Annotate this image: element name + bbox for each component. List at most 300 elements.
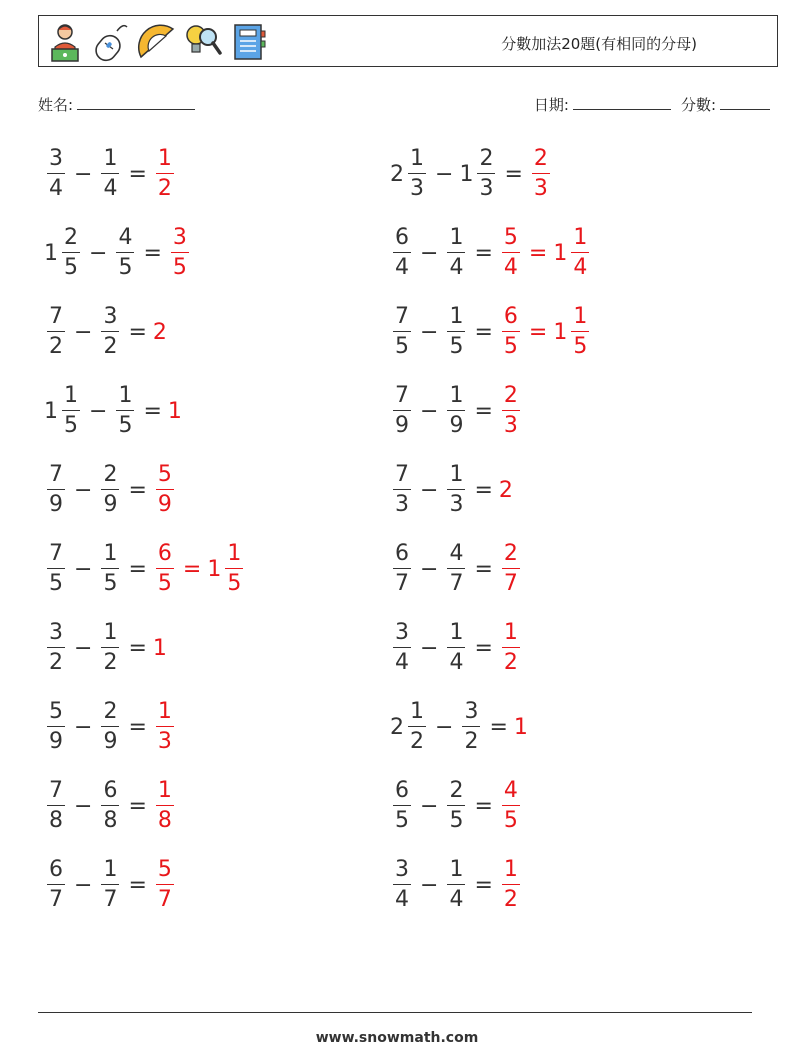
numerator: 2 bbox=[103, 462, 118, 487]
mixed-number bbox=[98, 306, 122, 358]
numerator: 7 bbox=[395, 383, 409, 408]
denominator: 7 bbox=[103, 887, 118, 912]
whole-part: 2 bbox=[390, 161, 404, 187]
answer bbox=[529, 148, 553, 200]
mixed-number bbox=[390, 780, 414, 832]
mixed-number bbox=[444, 859, 468, 911]
numerator: 2 bbox=[479, 146, 494, 171]
answer bbox=[553, 306, 592, 358]
mixed-number bbox=[444, 385, 468, 437]
mixed-number bbox=[390, 701, 429, 753]
whole-part: 1 bbox=[152, 635, 167, 661]
mixed-number bbox=[98, 464, 122, 516]
answer bbox=[153, 636, 168, 661]
whole-part: 1 bbox=[553, 240, 568, 266]
denominator: 5 bbox=[395, 808, 409, 833]
denominator: 3 bbox=[479, 176, 494, 201]
answer bbox=[499, 859, 523, 911]
denominator: 4 bbox=[49, 176, 63, 201]
numerator: 6 bbox=[49, 857, 63, 882]
mixed-number bbox=[390, 306, 414, 358]
fraction bbox=[101, 543, 119, 595]
fraction bbox=[101, 859, 119, 911]
fraction bbox=[47, 859, 65, 911]
denominator: 4 bbox=[503, 255, 518, 280]
numerator: 1 bbox=[157, 778, 172, 803]
subtraction-problem bbox=[390, 144, 553, 204]
subtraction-problem bbox=[44, 539, 246, 599]
equals-sign: = bbox=[528, 319, 548, 345]
fraction bbox=[462, 701, 480, 753]
numerator: 7 bbox=[49, 778, 63, 803]
numerator: 2 bbox=[449, 778, 464, 803]
equals-sign: = bbox=[474, 319, 493, 345]
equals-sign: = bbox=[143, 240, 162, 266]
answer bbox=[499, 478, 514, 503]
fraction bbox=[62, 385, 80, 437]
numerator: 4 bbox=[449, 541, 464, 566]
fraction bbox=[101, 780, 119, 832]
fraction bbox=[447, 385, 465, 437]
minus-sign: − bbox=[435, 714, 454, 740]
equals-sign: = bbox=[474, 477, 493, 503]
denominator: 5 bbox=[64, 413, 78, 438]
fraction bbox=[393, 385, 411, 437]
fraction bbox=[62, 227, 80, 279]
fraction bbox=[502, 306, 520, 358]
mixed-number bbox=[459, 701, 483, 753]
equals-sign: = bbox=[128, 477, 147, 503]
denominator: 9 bbox=[103, 492, 118, 517]
mixed-number bbox=[390, 148, 429, 200]
numerator: 1 bbox=[64, 383, 78, 408]
numerator: 1 bbox=[227, 541, 242, 566]
denominator: 5 bbox=[503, 808, 518, 833]
numerator: 6 bbox=[395, 778, 409, 803]
fraction bbox=[477, 148, 495, 200]
numerator: 1 bbox=[410, 146, 424, 171]
minus-sign: − bbox=[74, 161, 93, 187]
numerator: 6 bbox=[103, 778, 118, 803]
equals-sign: = bbox=[528, 240, 548, 266]
mixed-number bbox=[444, 306, 468, 358]
subtraction-problem bbox=[44, 855, 177, 915]
mixed-number bbox=[113, 227, 137, 279]
fraction bbox=[447, 859, 465, 911]
mixed-number bbox=[44, 385, 83, 437]
mixed-number bbox=[444, 622, 468, 674]
fraction bbox=[47, 780, 65, 832]
denominator: 2 bbox=[410, 729, 424, 754]
answer bbox=[553, 227, 592, 279]
numerator: 3 bbox=[49, 146, 63, 171]
fraction bbox=[408, 148, 426, 200]
equals-sign: = bbox=[474, 398, 493, 424]
equals-sign: = bbox=[474, 240, 493, 266]
denominator: 4 bbox=[449, 887, 464, 912]
answer bbox=[499, 306, 523, 358]
numerator: 5 bbox=[157, 462, 172, 487]
equals-sign: = bbox=[474, 872, 493, 898]
fraction bbox=[156, 148, 174, 200]
denominator: 5 bbox=[449, 808, 464, 833]
subtraction-problem bbox=[390, 618, 523, 678]
mixed-number bbox=[390, 543, 414, 595]
fraction bbox=[101, 148, 119, 200]
numerator: 7 bbox=[49, 541, 63, 566]
fraction bbox=[571, 227, 589, 279]
equals-sign: = bbox=[128, 161, 147, 187]
equals-sign: = bbox=[489, 714, 508, 740]
equals-sign: = bbox=[128, 635, 147, 661]
answer bbox=[499, 622, 523, 674]
denominator: 4 bbox=[449, 255, 464, 280]
numerator: 6 bbox=[395, 541, 409, 566]
whole-part: 2 bbox=[152, 319, 167, 345]
fraction bbox=[447, 543, 465, 595]
denominator: 9 bbox=[49, 729, 63, 754]
answer bbox=[153, 701, 177, 753]
numerator: 1 bbox=[503, 620, 518, 645]
minus-sign: − bbox=[74, 635, 93, 661]
numerator: 1 bbox=[103, 146, 118, 171]
numerator: 6 bbox=[157, 541, 172, 566]
denominator: 9 bbox=[103, 729, 118, 754]
numerator: 6 bbox=[503, 304, 518, 329]
mixed-number bbox=[444, 464, 468, 516]
denominator: 4 bbox=[395, 255, 409, 280]
fraction bbox=[393, 622, 411, 674]
numerator: 3 bbox=[49, 620, 63, 645]
mixed-number bbox=[98, 780, 122, 832]
equals-sign: = bbox=[128, 319, 147, 345]
denominator: 7 bbox=[395, 571, 409, 596]
numerator: 1 bbox=[103, 857, 118, 882]
denominator: 4 bbox=[449, 650, 464, 675]
numerator: 1 bbox=[449, 462, 464, 487]
fraction bbox=[393, 859, 411, 911]
minus-sign: − bbox=[420, 872, 439, 898]
mixed-number bbox=[98, 148, 122, 200]
equals-sign: = bbox=[128, 793, 147, 819]
denominator: 3 bbox=[449, 492, 464, 517]
whole-part: 1 bbox=[459, 161, 474, 187]
fraction bbox=[502, 622, 520, 674]
numerator: 1 bbox=[503, 857, 518, 882]
answer bbox=[514, 715, 529, 740]
footer-url: www.snowmath.com bbox=[315, 1030, 479, 1046]
denominator: 5 bbox=[503, 334, 518, 359]
subtraction-problem bbox=[44, 302, 168, 362]
fraction bbox=[101, 306, 119, 358]
fraction bbox=[393, 780, 411, 832]
whole-part: 1 bbox=[167, 398, 182, 424]
denominator: 4 bbox=[395, 887, 409, 912]
answer bbox=[153, 148, 177, 200]
fraction bbox=[47, 306, 65, 358]
subtraction-problem bbox=[44, 776, 177, 836]
numerator: 3 bbox=[395, 857, 409, 882]
numerator: 5 bbox=[49, 699, 63, 724]
subtraction-problem bbox=[390, 381, 523, 441]
denominator: 7 bbox=[449, 571, 464, 596]
denominator: 5 bbox=[49, 571, 63, 596]
mixed-number bbox=[98, 543, 122, 595]
fraction bbox=[447, 780, 465, 832]
numerator: 3 bbox=[172, 225, 187, 250]
mixed-number bbox=[44, 701, 68, 753]
fraction bbox=[156, 464, 174, 516]
date-label: 日期: bbox=[533, 96, 569, 114]
whole-part: 2 bbox=[498, 477, 513, 503]
fraction bbox=[47, 701, 65, 753]
equals-sign: = bbox=[128, 872, 147, 898]
numerator: 5 bbox=[503, 225, 518, 250]
denominator: 3 bbox=[503, 413, 518, 438]
denominator: 5 bbox=[573, 334, 588, 359]
answer bbox=[499, 227, 523, 279]
fraction bbox=[156, 780, 174, 832]
minus-sign: − bbox=[420, 556, 439, 582]
numerator: 5 bbox=[157, 857, 172, 882]
mixed-number bbox=[444, 780, 468, 832]
fraction bbox=[502, 385, 520, 437]
denominator: 2 bbox=[464, 729, 479, 754]
subtraction-problem bbox=[390, 302, 592, 362]
numerator: 3 bbox=[395, 620, 409, 645]
answer bbox=[499, 385, 523, 437]
subtraction-problem bbox=[390, 697, 529, 757]
fraction bbox=[171, 227, 189, 279]
denominator: 9 bbox=[157, 492, 172, 517]
name-label: 姓名: bbox=[38, 96, 74, 114]
mixed-number bbox=[98, 622, 122, 674]
numerator: 4 bbox=[503, 778, 518, 803]
fraction bbox=[101, 622, 119, 674]
answer bbox=[499, 543, 523, 595]
fraction bbox=[447, 464, 465, 516]
fraction bbox=[532, 148, 550, 200]
fraction bbox=[156, 543, 174, 595]
fraction bbox=[571, 306, 589, 358]
numerator: 1 bbox=[449, 304, 464, 329]
mixed-number bbox=[390, 859, 414, 911]
denominator: 2 bbox=[157, 176, 172, 201]
numerator: 1 bbox=[573, 225, 588, 250]
numerator: 2 bbox=[533, 146, 548, 171]
answer bbox=[168, 399, 183, 424]
numerator: 1 bbox=[449, 383, 464, 408]
equals-sign: = bbox=[128, 714, 147, 740]
mixed-number bbox=[98, 701, 122, 753]
denominator: 3 bbox=[157, 729, 172, 754]
equals-sign: = bbox=[504, 161, 523, 187]
subtraction-problem bbox=[390, 539, 523, 599]
equals-sign: = bbox=[474, 793, 493, 819]
fraction bbox=[393, 543, 411, 595]
score-label: 分數: bbox=[680, 96, 716, 114]
subtraction-problem bbox=[390, 776, 523, 836]
denominator: 5 bbox=[118, 255, 133, 280]
minus-sign: − bbox=[74, 714, 93, 740]
denominator: 2 bbox=[49, 650, 63, 675]
mixed-number bbox=[44, 464, 68, 516]
whole-part: 1 bbox=[553, 319, 568, 345]
fraction bbox=[156, 859, 174, 911]
fraction bbox=[116, 227, 134, 279]
minus-sign: − bbox=[74, 477, 93, 503]
mixed-number bbox=[44, 543, 68, 595]
answer bbox=[207, 543, 246, 595]
denominator: 5 bbox=[172, 255, 187, 280]
fraction bbox=[47, 148, 65, 200]
mixed-number bbox=[44, 859, 68, 911]
equals-sign: = bbox=[182, 556, 202, 582]
numerator: 7 bbox=[395, 462, 409, 487]
denominator: 4 bbox=[573, 255, 588, 280]
mixed-number bbox=[444, 543, 468, 595]
mixed-number bbox=[44, 780, 68, 832]
numerator: 2 bbox=[103, 699, 118, 724]
denominator: 7 bbox=[503, 571, 518, 596]
denominator: 2 bbox=[103, 334, 118, 359]
minus-sign: − bbox=[420, 240, 439, 266]
numerator: 7 bbox=[395, 304, 409, 329]
subtraction-problem bbox=[44, 697, 177, 757]
mixed-number bbox=[44, 227, 83, 279]
subtraction-problem bbox=[44, 618, 168, 678]
minus-sign: − bbox=[74, 793, 93, 819]
denominator: 2 bbox=[49, 334, 63, 359]
fraction bbox=[502, 227, 520, 279]
equals-sign: = bbox=[474, 635, 493, 661]
fraction bbox=[156, 701, 174, 753]
denominator: 8 bbox=[157, 808, 172, 833]
minus-sign: − bbox=[435, 161, 454, 187]
fraction bbox=[393, 306, 411, 358]
subtraction-problem bbox=[390, 460, 514, 520]
denominator: 3 bbox=[533, 176, 548, 201]
fraction bbox=[447, 227, 465, 279]
numerator: 2 bbox=[503, 541, 518, 566]
numerator: 2 bbox=[503, 383, 518, 408]
minus-sign: − bbox=[89, 398, 108, 424]
numerator: 1 bbox=[573, 304, 588, 329]
footer-divider bbox=[38, 1012, 752, 1013]
answer bbox=[168, 227, 192, 279]
fraction bbox=[393, 464, 411, 516]
minus-sign: − bbox=[420, 635, 439, 661]
numerator: 2 bbox=[64, 225, 78, 250]
mixed-number bbox=[98, 859, 122, 911]
minus-sign: − bbox=[74, 319, 93, 345]
whole-part: 1 bbox=[513, 714, 528, 740]
fraction bbox=[116, 385, 134, 437]
denominator: 4 bbox=[395, 650, 409, 675]
numerator: 7 bbox=[49, 304, 63, 329]
equals-sign: = bbox=[143, 398, 162, 424]
fraction bbox=[502, 780, 520, 832]
numerator: 3 bbox=[103, 304, 118, 329]
mixed-number bbox=[44, 148, 68, 200]
denominator: 4 bbox=[103, 176, 118, 201]
denominator: 9 bbox=[49, 492, 63, 517]
minus-sign: − bbox=[74, 872, 93, 898]
answer bbox=[153, 780, 177, 832]
answer bbox=[153, 859, 177, 911]
fraction bbox=[47, 543, 65, 595]
mixed-number bbox=[390, 227, 414, 279]
numerator: 1 bbox=[118, 383, 133, 408]
fraction bbox=[502, 543, 520, 595]
minus-sign: − bbox=[74, 556, 93, 582]
minus-sign: − bbox=[420, 319, 439, 345]
fraction bbox=[101, 701, 119, 753]
answer bbox=[153, 464, 177, 516]
numerator: 1 bbox=[410, 699, 424, 724]
subtraction-problem bbox=[44, 460, 177, 520]
whole-part: 1 bbox=[44, 398, 58, 424]
denominator: 2 bbox=[503, 887, 518, 912]
fraction bbox=[408, 701, 426, 753]
whole-part: 1 bbox=[207, 556, 222, 582]
numerator: 1 bbox=[157, 146, 172, 171]
mixed-number bbox=[444, 227, 468, 279]
numerator: 1 bbox=[157, 699, 172, 724]
fraction bbox=[47, 622, 65, 674]
denominator: 8 bbox=[103, 808, 118, 833]
fraction bbox=[225, 543, 243, 595]
denominator: 2 bbox=[503, 650, 518, 675]
denominator: 5 bbox=[157, 571, 172, 596]
numerator: 7 bbox=[49, 462, 63, 487]
mixed-number bbox=[390, 622, 414, 674]
fraction bbox=[47, 464, 65, 516]
worksheet-title: 分數加法20題(有相同的分母) bbox=[501, 35, 697, 53]
equals-sign: = bbox=[128, 556, 147, 582]
equals-sign: = bbox=[474, 556, 493, 582]
subtraction-problem bbox=[390, 855, 523, 915]
denominator: 5 bbox=[227, 571, 242, 596]
fraction bbox=[447, 622, 465, 674]
minus-sign: − bbox=[420, 398, 439, 424]
answer bbox=[499, 780, 523, 832]
minus-sign: − bbox=[89, 240, 108, 266]
subtraction-problem bbox=[44, 223, 192, 283]
mixed-number bbox=[113, 385, 137, 437]
mixed-number bbox=[390, 464, 414, 516]
denominator: 7 bbox=[49, 887, 63, 912]
denominator: 5 bbox=[103, 571, 118, 596]
fraction bbox=[101, 464, 119, 516]
subtraction-problem bbox=[44, 144, 177, 204]
denominator: 8 bbox=[49, 808, 63, 833]
answer bbox=[153, 320, 168, 345]
denominator: 9 bbox=[449, 413, 464, 438]
denominator: 3 bbox=[410, 176, 424, 201]
numerator: 1 bbox=[103, 541, 118, 566]
denominator: 5 bbox=[449, 334, 464, 359]
denominator: 2 bbox=[103, 650, 118, 675]
minus-sign: − bbox=[420, 477, 439, 503]
denominator: 9 bbox=[395, 413, 409, 438]
minus-sign: − bbox=[420, 793, 439, 819]
mixed-number bbox=[44, 622, 68, 674]
mixed-number bbox=[459, 148, 498, 200]
answer bbox=[153, 543, 177, 595]
subtraction-problem bbox=[390, 223, 592, 283]
subtraction-problem bbox=[44, 381, 183, 441]
